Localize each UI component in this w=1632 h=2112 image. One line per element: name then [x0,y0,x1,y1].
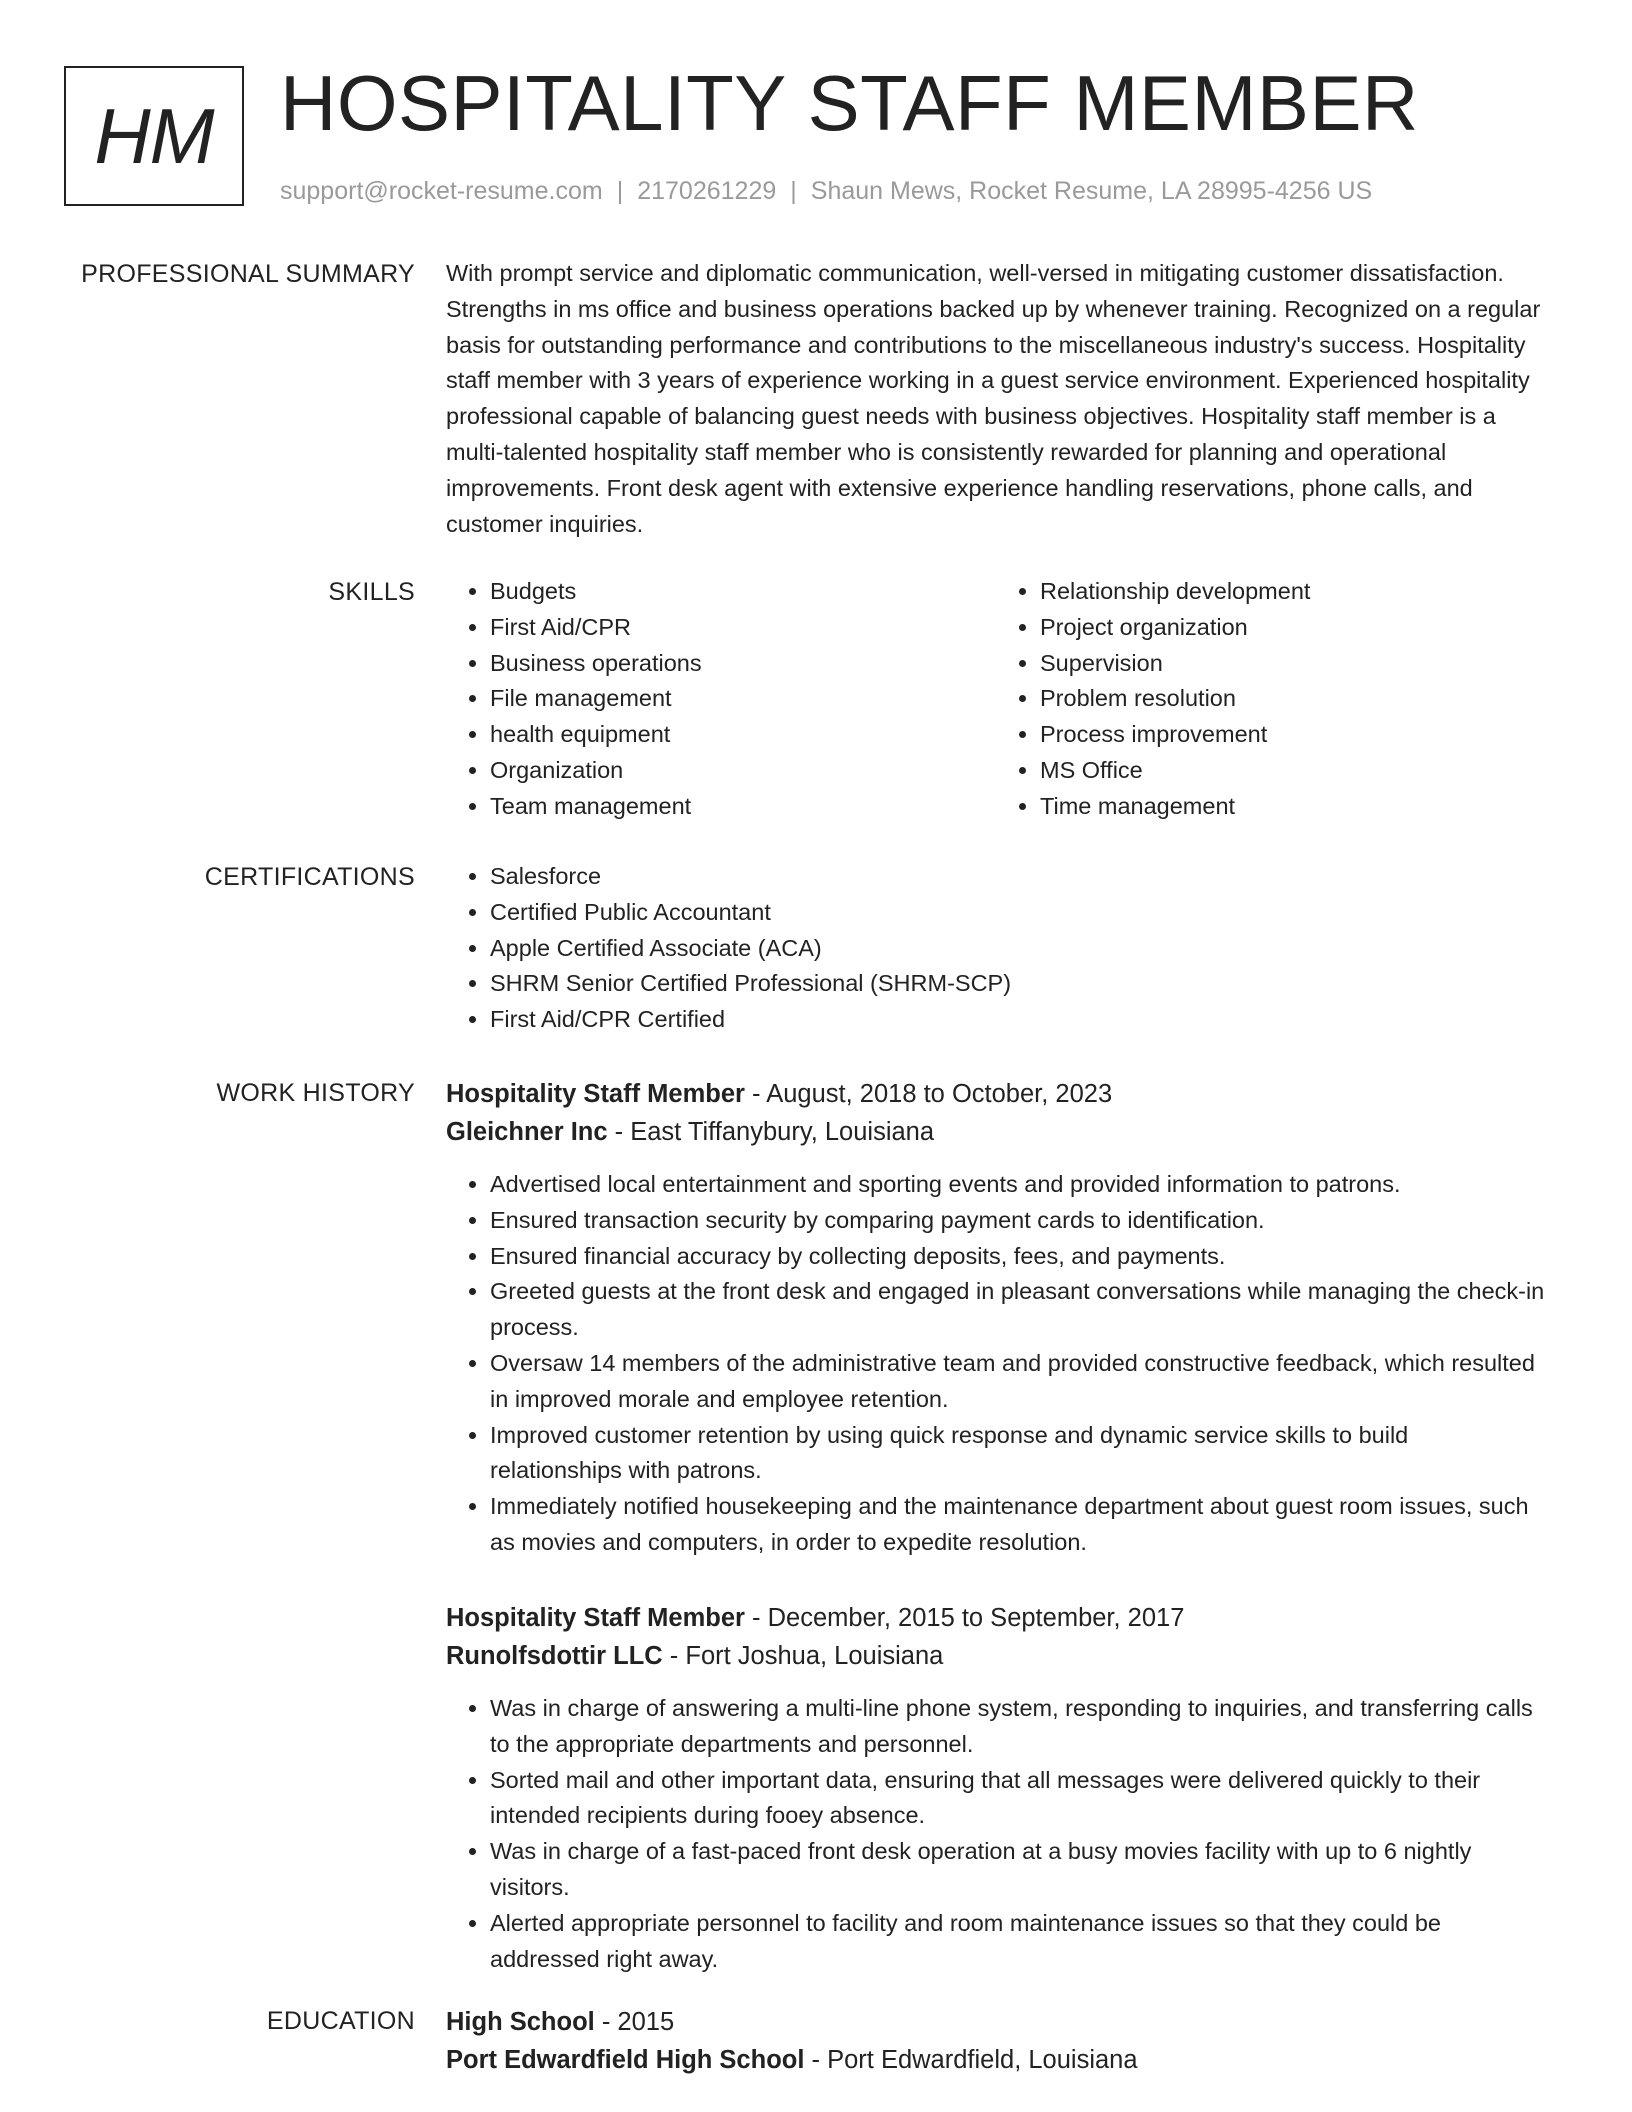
skills-column-2 [996,574,1546,825]
skills-column-1 [446,574,996,825]
summary-text: With prompt service and diplomatic communication, well-versed in mitigating customer dissatisfaction. Strengths in ms office and business operations backed up by whenever training. Recognized on a regular basis for outstanding performance and contributions to the miscellaneous industry's success. Hospitality staff member with 3 years of experience working in a guest service environment. Experienced hospitality professional capable of balancing guest needs with business objectives. Hospitality staff member is a multi-talented hospitality staff member who is consistently rewarded for planning and operational improvements. Front desk agent with extensive experience handling reservations, phone calls, and customer inquiries. [446,260,1541,537]
job-company-line [446,1637,1546,1675]
job-bullet: • Sorted mail and other important data, ensuring that all messages were delivered quickly to their intended recipients during fooey absence. [490,1763,1546,1835]
job-title: Hospitality Staff Member [446,1080,745,1108]
certification-item: • First Aid/CPR Certified [490,1002,1546,1038]
education-entry [446,2003,1546,2095]
job-bullet: • Immediately notified housekeeping and the maintenance department about guest room issues, such as movies and computers, in order to expedite resolution. [490,1489,1546,1561]
skill-item: • health equipment [490,717,996,753]
skills-list [446,574,1546,825]
skill-item: • Time management [1040,789,1546,825]
school-location: - Port Edwardfield, Louisiana [804,2046,1138,2074]
job-location: - East Tiffanybury, Louisiana [607,1118,935,1146]
job-bullet: • Ensured financial accuracy by collecting deposits, fees, and payments. [490,1239,1546,1275]
skill-item: • Problem resolution [1040,681,1546,717]
job-location: - Fort Joshua, Louisiana [662,1642,944,1670]
job-bullet: • Oversaw 14 members of the administrative team and provided constructive feedback, which resulted in improved morale and employee retention. [490,1346,1546,1418]
section-label-certifications: CERTIFICATIONS [204,863,415,891]
school-line [446,2041,1546,2079]
skill-item: • First Aid/CPR [490,610,996,646]
contact-line [280,174,1372,208]
skill-item: • Supervision [1040,646,1546,682]
contact-separator: | [616,177,624,205]
job-title: Hospitality Staff Member [446,1604,745,1632]
job-entry [446,1075,1546,1561]
job-bullet: • Improved customer retention by using quick response and dynamic service skills to build relationships with patrons. [490,1418,1546,1490]
job-bullet: • Advertised local entertainment and sporting events and provided information to patrons. [490,1167,1546,1203]
skill-item: • Business operations [490,646,996,682]
degree-line [446,2003,1546,2041]
certification-item: • SHRM Senior Certified Professional (SHRM-SCP) [490,966,1546,1002]
skill-item: • Organization [490,753,996,789]
section-label-summary: PROFESSIONAL SUMMARY [81,260,415,288]
skill-item: • Team management [490,789,996,825]
section-label-education: EDUCATION [266,2007,415,2035]
skill-item: • Project organization [1040,610,1546,646]
job-title-line [446,1075,1546,1113]
job-bullets [446,1691,1546,1977]
certification-item: • Salesforce [490,859,1546,895]
skill-item: • Budgets [490,574,996,610]
job-bullet: • Greeted guests at the front desk and engaged in pleasant conversations while managing the check-in process. [490,1274,1546,1346]
degree: High School [446,2008,595,2036]
certification-item: • Certified Public Accountant [490,895,1546,931]
certifications-list [446,859,1546,1038]
job-title-line [446,1599,1546,1637]
contact-email: support@rocket-resume.com [280,177,603,205]
job-dates: - December, 2015 to September, 2017 [744,1604,1185,1632]
skill-item: • Process improvement [1040,717,1546,753]
contact-phone: 2170261229 [637,177,777,205]
certification-item: • Apple Certified Associate (ACA) [490,931,1546,967]
graduation-year: - 2015 [594,2008,675,2036]
contact-separator: | [790,177,797,205]
job-company-line [446,1113,1546,1151]
section-label-skills: SKILLS [328,578,415,606]
skill-item: • MS Office [1040,753,1546,789]
job-bullet: • Was in charge of a fast-paced front desk operation at a busy movies facility with up to 6 nightly visitors. [490,1834,1546,1906]
monogram-initials: HM [64,66,244,206]
job-bullet: • Ensured transaction security by comparing payment cards to identification. [490,1203,1546,1239]
job-entry [446,1599,1546,1977]
skill-item: • Relationship development [1040,574,1546,610]
job-bullet: • Was in charge of answering a multi-line phone system, responding to inquiries, and transferring calls to the appropriate departments and personnel. [490,1691,1546,1763]
skill-item: • File management [490,681,996,717]
job-company: Gleichner Inc [446,1118,608,1146]
job-company: Runolfsdottir LLC [446,1642,663,1670]
job-dates: - August, 2018 to October, 2023 [744,1080,1113,1108]
school-name: Port Edwardfield High School [446,2046,805,2074]
job-bullet: • Alerted appropriate personnel to facility and room maintenance issues so that they could be addressed right away. [490,1906,1546,1978]
job-bullets [446,1167,1546,1561]
candidate-name: HOSPITALITY STAFF MEMBER [280,59,1419,147]
contact-address: Shaun Mews, Rocket Resume, LA 28995-4256 US [810,177,1373,205]
section-label-work-history: WORK HISTORY [216,1079,415,1107]
